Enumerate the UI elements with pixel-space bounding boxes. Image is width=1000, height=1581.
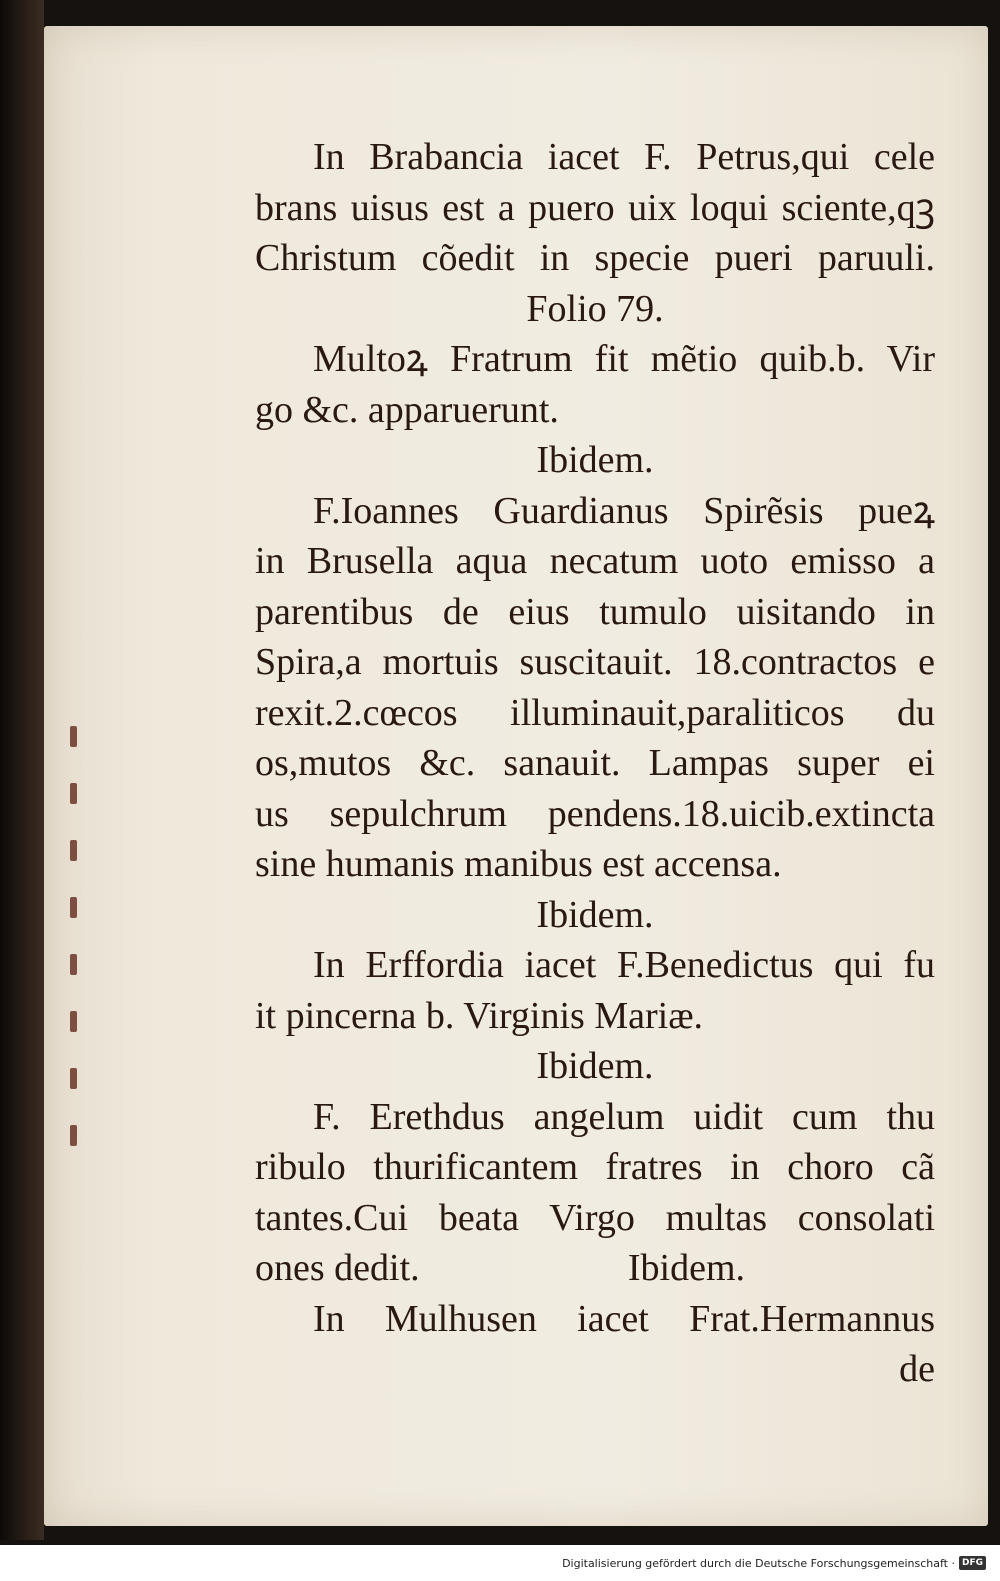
text-line: de bbox=[899, 1348, 935, 1390]
text-line: tantes.Cui beata Virgo multas consolati bbox=[255, 1196, 935, 1239]
dfg-logo: DFG bbox=[959, 1556, 986, 1570]
text-line: in Brusella aqua necatum uoto emisso a bbox=[255, 540, 935, 582]
text-line: Spira,a mortuis suscitauit. 18.contractos e bbox=[255, 641, 935, 683]
text-line bbox=[255, 1243, 935, 1294]
show-through-marks bbox=[70, 726, 86, 1146]
text-line: F. Erethdus angelum uidit cum thu bbox=[313, 1095, 935, 1138]
text-line: go &c. apparuerunt. bbox=[255, 388, 559, 431]
text-line: In Brabancia iacet F. Petrus,qui cele bbox=[313, 136, 935, 178]
line-segment: ones dedit. bbox=[255, 1247, 420, 1289]
text-line: F.Ioannes Guardianus Spirẽsis pueꝝ bbox=[313, 489, 935, 532]
text-line: Christum cõedit in specie pueri paruuli. bbox=[255, 237, 935, 279]
page-text bbox=[255, 132, 935, 1395]
text-line: us sepulchrum pendens.18.uicib.extincta bbox=[255, 792, 935, 835]
text-line: Ibidem. bbox=[536, 439, 654, 481]
footer-bar bbox=[0, 1545, 1000, 1581]
book-spine-edge bbox=[0, 0, 44, 1540]
text-line: Ibidem. bbox=[536, 1045, 654, 1087]
text-line: Ibidem. bbox=[536, 893, 654, 936]
text-line: brans uisus est a puero uix loqui sciente,qꝫ bbox=[255, 186, 935, 229]
text-line: it pincerna b. Virginis Mariæ. bbox=[255, 994, 704, 1037]
text-line: Multoꝝ Fratrum fit mẽtio quib.b. Vir bbox=[313, 338, 935, 380]
text-line: Folio 79. bbox=[526, 287, 664, 330]
text-line: rexit.2.cœcos illuminauit,paraliticos du bbox=[255, 691, 935, 734]
text-line: ribulo thurificantem fratres in choro cã bbox=[255, 1146, 935, 1188]
text-line: sine humanis manibus est accensa. bbox=[255, 843, 782, 885]
text-line: In Mulhusen iacet Frat.Hermannus bbox=[313, 1297, 935, 1340]
text-line: parentibus de eius tumulo uisitando in bbox=[255, 590, 935, 633]
line-segment: Ibidem. bbox=[627, 1247, 745, 1289]
text-line: os,mutos &c. sanauit. Lampas super ei bbox=[255, 742, 935, 784]
footer-credit: Digitalisierung gefördert durch die Deutsche Forschungsgemeinschaft · bbox=[562, 1556, 955, 1570]
text-line: In Erffordia iacet F.Benedictus qui fu bbox=[313, 944, 935, 986]
